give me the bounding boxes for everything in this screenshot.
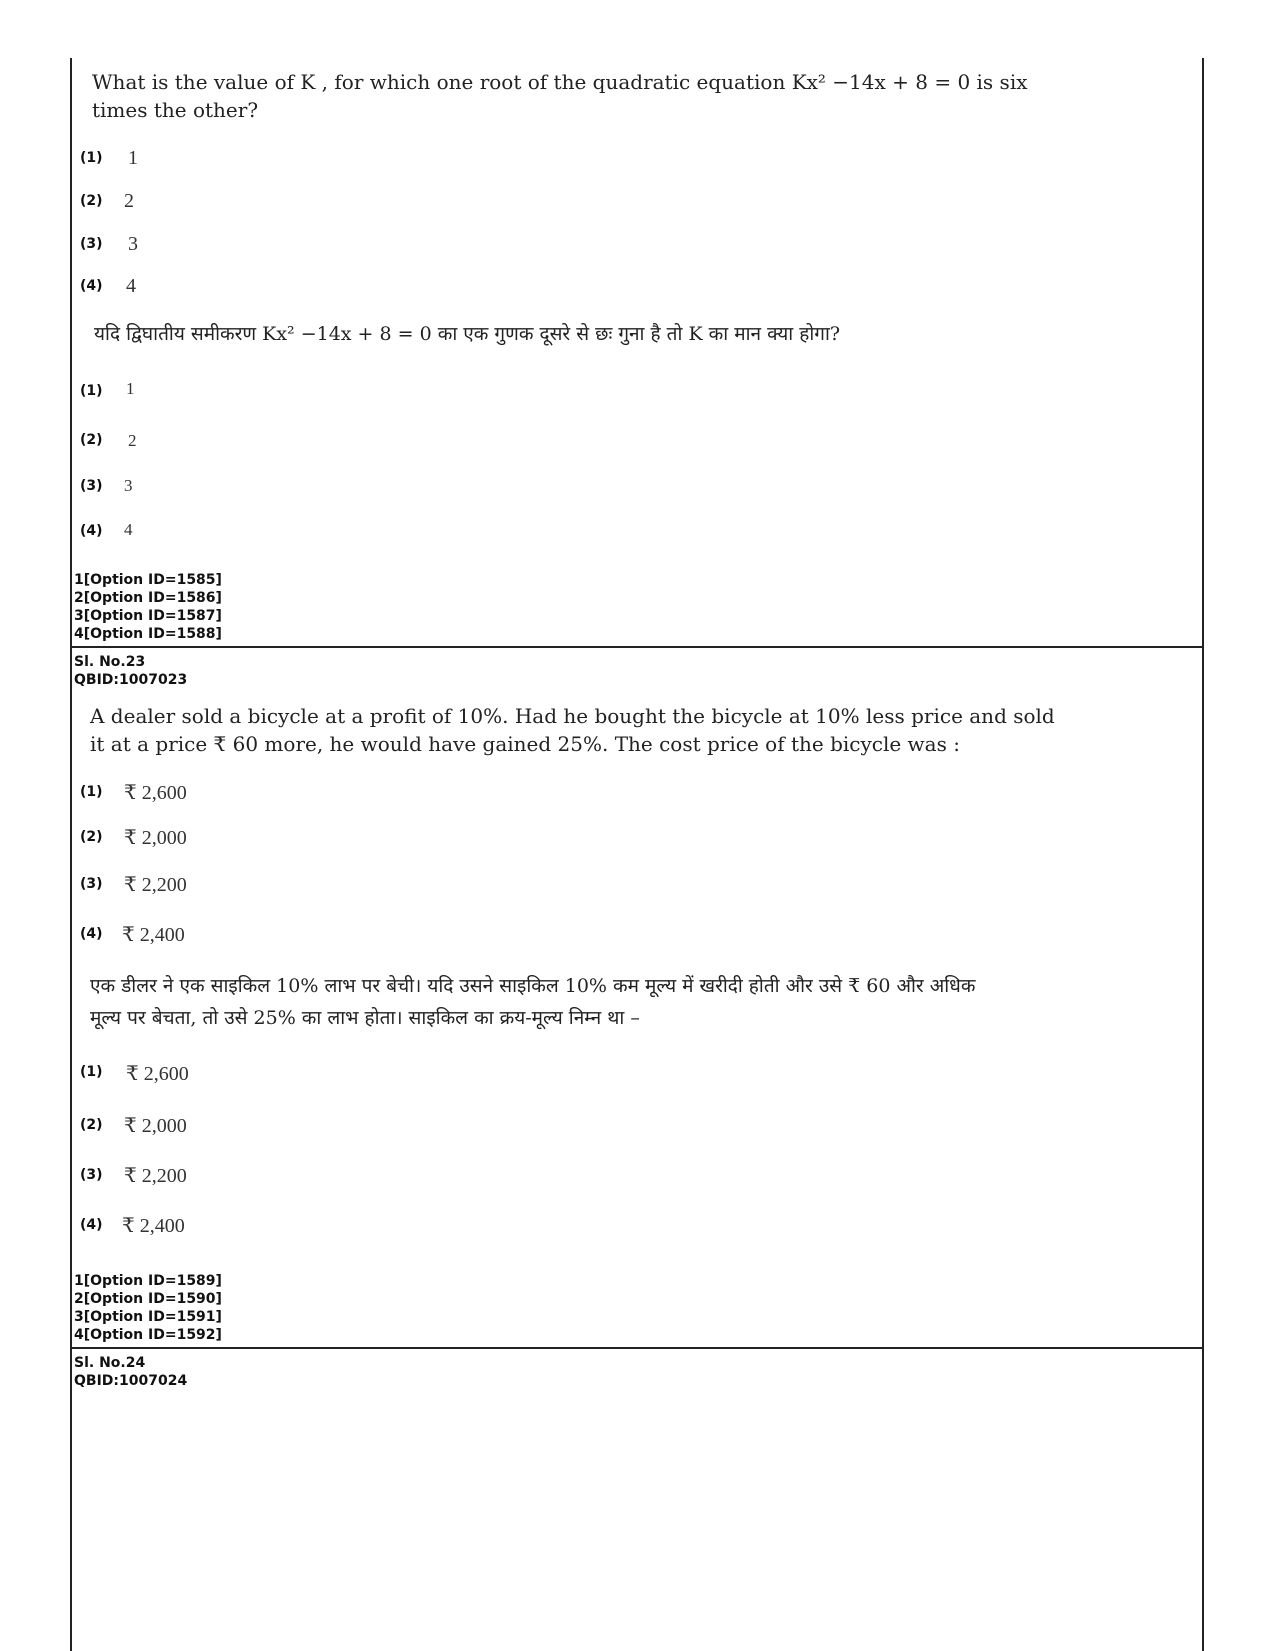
q23-option-id-2: 2[Option ID=1590]	[74, 1291, 222, 1307]
q23-en-option-1-number: (1)	[80, 784, 103, 800]
q23-hi-option-1-number: (1)	[80, 1064, 103, 1080]
q22-hi-option-2-value: 2	[128, 431, 137, 450]
q22-en-option-3-value: 3	[128, 233, 138, 255]
q23-hi-option-2-value: ₹ 2,000	[124, 1115, 187, 1137]
q23-en-option-1-value: ₹ 2,600	[124, 782, 187, 804]
q22-question-en-line2: times the other?	[92, 98, 259, 122]
page-frame	[70, 58, 1204, 1651]
q22-hi-option-3-value: 3	[124, 476, 133, 495]
q23-option-id-3: 3[Option ID=1591]	[74, 1309, 222, 1325]
q23-hi-option-3-number: (3)	[80, 1167, 103, 1183]
q22-hi-option-4-number: (4)	[80, 523, 103, 539]
q23-serial-number: Sl. No.23	[74, 654, 146, 670]
q23-en-option-3-number: (3)	[80, 876, 103, 892]
q22-option-id-2: 2[Option ID=1586]	[74, 590, 222, 606]
q23-question-hi-line1: एक डीलर ने एक साइकिल 10% लाभ पर बेची। यदि उसने साइकिल 10% कम मूल्य में खरीदी होती और उसे ₹ 60 और अधिक	[90, 975, 976, 997]
q23-option-id-1: 1[Option ID=1589]	[74, 1273, 222, 1289]
q23-question-en-line2: it at a price ₹ 60 more, he would have gained 25%. The cost price of the bicycle was :	[90, 732, 960, 756]
q22-en-option-3-number: (3)	[80, 236, 103, 252]
q23-en-option-2-value: ₹ 2,000	[124, 827, 187, 849]
q22-en-option-4-value: 4	[126, 275, 136, 297]
q23-en-option-3-value: ₹ 2,200	[124, 874, 187, 896]
q22-hi-option-3-number: (3)	[80, 478, 103, 494]
q22-option-id-1: 1[Option ID=1585]	[74, 572, 222, 588]
q22-option-id-list	[74, 571, 222, 643]
q24-header	[74, 1354, 187, 1390]
q23-hi-option-1-value: ₹ 2,600	[126, 1063, 189, 1085]
q24-qbid: QBID:1007024	[74, 1373, 188, 1389]
q22-hi-option-1-number: (1)	[80, 383, 103, 399]
q23-question-en-line1: A dealer sold a bicycle at a profit of 10%. Had he bought the bicycle at 10% less price and sold	[90, 704, 1055, 728]
q23-header	[74, 653, 187, 689]
q22-question-en-line1: What is the value of K , for which one root of the quadratic equation Kx² −14x + 8 = 0 is six	[92, 70, 1028, 94]
q22-en-option-2-number: (2)	[80, 193, 103, 209]
q23-qbid: QBID:1007023	[74, 672, 188, 688]
q23-hi-option-4-value: ₹ 2,400	[122, 1215, 185, 1237]
question-divider	[70, 646, 1204, 648]
q22-en-option-1-number: (1)	[80, 150, 103, 166]
q22-en-option-4-number: (4)	[80, 278, 103, 294]
question-divider	[70, 1347, 1204, 1349]
q22-option-id-4: 4[Option ID=1588]	[74, 626, 222, 642]
q23-option-id-4: 4[Option ID=1592]	[74, 1327, 222, 1343]
q22-question-hi: यदि द्विघातीय समीकरण Kx² −14x + 8 = 0 का एक गुणक दूसरे से छः गुना है तो K का मान क्या होगा?	[94, 323, 841, 345]
q23-option-id-list	[74, 1272, 222, 1344]
q23-en-option-2-number: (2)	[80, 829, 103, 845]
q24-serial-number: Sl. No.24	[74, 1355, 146, 1371]
q23-question-hi	[90, 970, 1150, 1034]
q22-question-en	[92, 68, 1152, 124]
q23-hi-option-4-number: (4)	[80, 1217, 103, 1233]
q22-hi-option-1-value: 1	[126, 379, 135, 398]
q23-hi-option-2-number: (2)	[80, 1117, 103, 1133]
q22-en-option-2-value: 2	[124, 190, 134, 212]
q22-hi-option-2-number: (2)	[80, 432, 103, 448]
q22-hi-option-4-value: 4	[124, 520, 133, 539]
q23-question-hi-line2: मूल्य पर बेचता, तो उसे 25% का लाभ होता। साइकिल का क्रय-मूल्य निम्न था –	[90, 1007, 640, 1029]
q23-en-option-4-value: ₹ 2,400	[122, 924, 185, 946]
q23-hi-option-3-value: ₹ 2,200	[124, 1165, 187, 1187]
q23-question-en	[90, 702, 1150, 758]
q23-en-option-4-number: (4)	[80, 926, 103, 942]
q22-en-option-1-value: 1	[128, 147, 138, 169]
q22-option-id-3: 3[Option ID=1587]	[74, 608, 222, 624]
